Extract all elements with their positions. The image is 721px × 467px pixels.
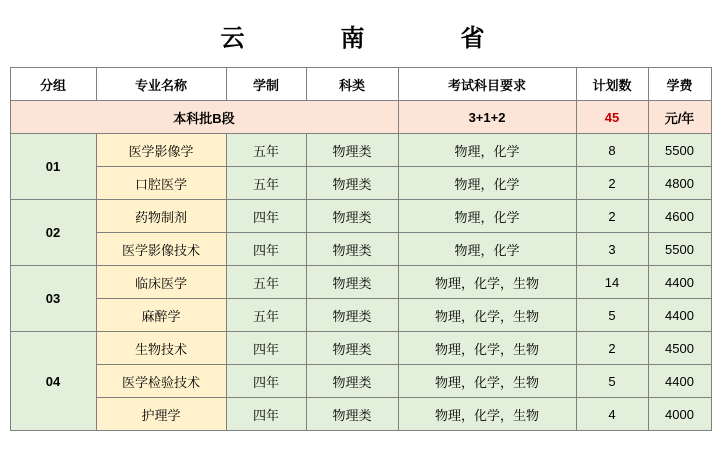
cell-category: 物理类 — [306, 233, 398, 266]
cell-plan: 4 — [576, 398, 648, 431]
cell-category: 物理类 — [306, 266, 398, 299]
column-header-major: 专业名称 — [96, 68, 226, 101]
cell-years: 四年 — [226, 332, 306, 365]
cell-fee: 5500 — [648, 233, 711, 266]
table-row — [10, 398, 711, 431]
batch-label: 本科批B段 — [10, 101, 398, 134]
cell-requirement: 物理，化学，生物 — [398, 332, 576, 365]
cell-requirement: 物理，化学，生物 — [398, 299, 576, 332]
cell-category: 物理类 — [306, 200, 398, 233]
column-header-group: 分组 — [10, 68, 96, 101]
cell-major: 医学检验技术 — [96, 365, 226, 398]
cell-plan: 14 — [576, 266, 648, 299]
cell-fee: 4400 — [648, 299, 711, 332]
column-header-category: 科类 — [306, 68, 398, 101]
cell-fee: 4600 — [648, 200, 711, 233]
cell-major: 生物技术 — [96, 332, 226, 365]
table-header-row — [10, 68, 711, 101]
batch-plan-total: 45 — [576, 101, 648, 134]
table-row — [10, 365, 711, 398]
cell-plan: 5 — [576, 299, 648, 332]
cell-plan: 2 — [576, 200, 648, 233]
cell-years: 五年 — [226, 167, 306, 200]
batch-requirement: 3+1+2 — [398, 101, 576, 134]
cell-major: 口腔医学 — [96, 167, 226, 200]
cell-category: 物理类 — [306, 134, 398, 167]
cell-years: 五年 — [226, 299, 306, 332]
cell-years: 五年 — [226, 266, 306, 299]
cell-requirement: 物理，化学 — [398, 134, 576, 167]
cell-major: 临床医学 — [96, 266, 226, 299]
cell-requirement: 物理，化学 — [398, 167, 576, 200]
group-code: 03 — [10, 266, 96, 332]
cell-years: 五年 — [226, 134, 306, 167]
cell-requirement: 物理，化学 — [398, 200, 576, 233]
cell-fee: 4000 — [648, 398, 711, 431]
enrollment-table — [10, 67, 712, 431]
cell-requirement: 物理，化学，生物 — [398, 266, 576, 299]
cell-category: 物理类 — [306, 167, 398, 200]
cell-category: 物理类 — [306, 299, 398, 332]
cell-plan: 8 — [576, 134, 648, 167]
cell-fee: 4400 — [648, 365, 711, 398]
cell-years: 四年 — [226, 398, 306, 431]
cell-category: 物理类 — [306, 332, 398, 365]
table-row — [10, 332, 711, 365]
cell-years: 四年 — [226, 365, 306, 398]
cell-plan: 5 — [576, 365, 648, 398]
cell-requirement: 物理，化学 — [398, 233, 576, 266]
cell-major: 麻醉学 — [96, 299, 226, 332]
table-row — [10, 134, 711, 167]
cell-major: 药物制剂 — [96, 200, 226, 233]
group-code: 04 — [10, 332, 96, 431]
table-header — [10, 68, 711, 101]
cell-fee: 4500 — [648, 332, 711, 365]
cell-requirement: 物理，化学，生物 — [398, 398, 576, 431]
cell-plan: 2 — [576, 167, 648, 200]
cell-category: 物理类 — [306, 365, 398, 398]
table-row — [10, 167, 711, 200]
table-body — [10, 101, 711, 431]
cell-years: 四年 — [226, 233, 306, 266]
cell-fee: 4400 — [648, 266, 711, 299]
column-header-plan-count: 计划数 — [576, 68, 648, 101]
cell-major: 护理学 — [96, 398, 226, 431]
cell-category: 物理类 — [306, 398, 398, 431]
batch-fee-unit: 元/年 — [648, 101, 711, 134]
cell-requirement: 物理，化学，生物 — [398, 365, 576, 398]
table-row — [10, 299, 711, 332]
cell-plan: 3 — [576, 233, 648, 266]
column-header-years: 学制 — [226, 68, 306, 101]
batch-band-row — [10, 101, 711, 134]
page-title: 云 南 省 — [220, 25, 501, 52]
group-code: 02 — [10, 200, 96, 266]
column-header-exam-requirement: 考试科目要求 — [398, 68, 576, 101]
table-row — [10, 266, 711, 299]
table-row — [10, 200, 711, 233]
cell-fee: 4800 — [648, 167, 711, 200]
cell-plan: 2 — [576, 332, 648, 365]
cell-major: 医学影像技术 — [96, 233, 226, 266]
cell-major: 医学影像学 — [96, 134, 226, 167]
group-code: 01 — [10, 134, 96, 200]
table-row — [10, 233, 711, 266]
cell-years: 四年 — [226, 200, 306, 233]
cell-fee: 5500 — [648, 134, 711, 167]
column-header-tuition: 学费 — [648, 68, 711, 101]
